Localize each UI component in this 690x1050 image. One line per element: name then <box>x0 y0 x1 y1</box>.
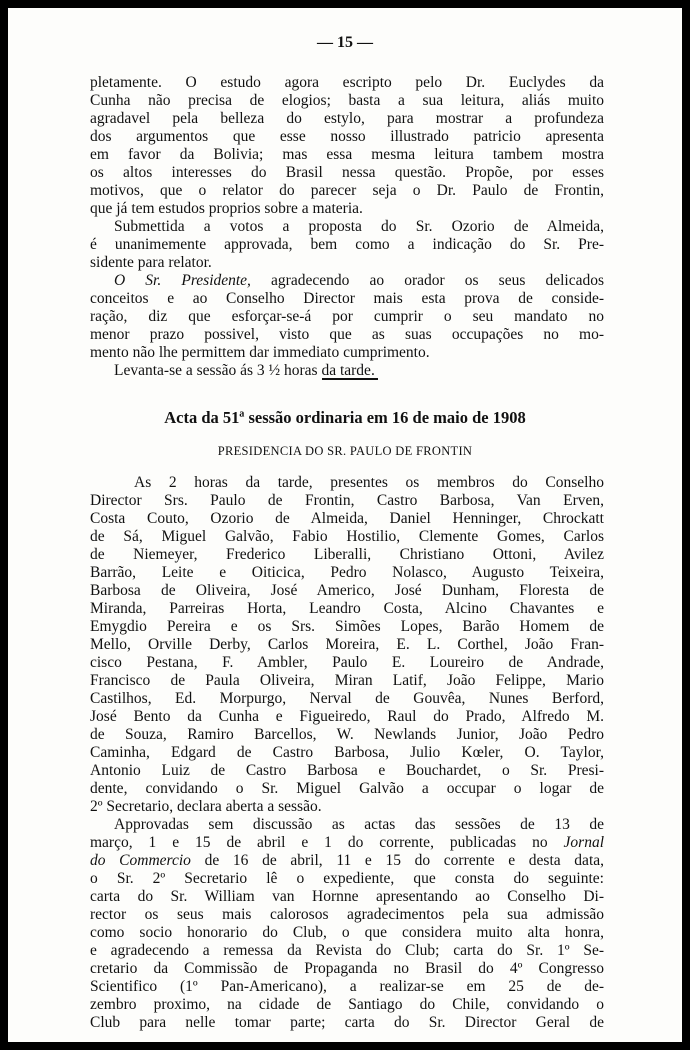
text-line: menor prazo possivel, visto que as suas occupações no mo- <box>90 326 604 343</box>
text-line: agradavel pela belleza do estylo, para mostrar a profundeza <box>90 110 604 127</box>
text-line: Francisco de Paula Oliveira, Miran Latif, João Felippe, Mario <box>90 672 604 689</box>
text-fragment: agradecendo ao orador os seus delicados <box>271 272 604 289</box>
text-line: Costa Couto, Ozorio de Almeida, Daniel Henninger, Chrockatt <box>90 510 604 527</box>
text-line <box>90 272 604 290</box>
text-line: é unanimemente approvada, bem como a indicação do Sr. Pre- <box>90 236 604 253</box>
text-line: dos argumentos que esse nosso illustrado patricio apresenta <box>90 128 604 145</box>
text-line: Club para nelle tomar parte; carta do Sr. Director Geral de <box>90 1014 604 1031</box>
text-line: como socio honorario do Club, o que considera muito alta honra, <box>90 924 604 941</box>
text-line: Submettida a votos a proposta do Sr. Ozorio de Almeida, <box>114 218 604 235</box>
text-line: carta do Sr. William van Hornne apresentando ao Conselho Di- <box>90 888 604 905</box>
text-line: Approvadas sem discussão as actas das sessões de 13 de <box>114 816 604 833</box>
text-line: sidente para relator. <box>90 254 212 271</box>
text-line: rector os seus mais calorosos agradecimentos pela sua admissão <box>90 906 604 923</box>
text-line <box>90 834 604 852</box>
text-line: Castilhos, Ed. Morpurgo, Nerval de Gouvêa, Nunes Berford, <box>90 690 604 707</box>
text-line: José Bento da Cunha e Figueiredo, Raul do Prado, Alfredo M. <box>90 708 604 725</box>
text-line: pletamente. O estudo agora escripto pelo Dr. Euclydes da <box>90 74 604 91</box>
text-line: de Sá, Miguel Galvão, Fabio Hostilio, Clemente Gomes, Carlos <box>90 528 604 545</box>
italic-speaker: O Sr. Presidente, <box>114 272 251 289</box>
text-line: Director Srs. Paulo de Frontin, Castro Barbosa, Van Erven, <box>90 492 604 509</box>
section-divider <box>322 378 378 380</box>
text-line: 2º Secretario, declara aberta a sessão. <box>90 798 322 815</box>
minutes-subtitle: PRESIDENCIA DO SR. PAULO DE FRONTIN <box>217 444 473 458</box>
text-fragment: de 16 de abril, 11 e 15 do corrente e desta data, <box>204 852 604 869</box>
document-page <box>8 8 682 1042</box>
text-line: de Souza, Ramiro Barcellos, W. Newlands Junior, João Pedro <box>90 726 604 743</box>
text-line: Levanta-se a sessão ás 3 ½ horas da tarde. <box>114 362 375 379</box>
text-line: e agradecendo a remessa da Revista do Club; carta do Sr. 1º Se- <box>90 942 604 959</box>
text-line: cretario da Commissão de Propaganda no Brasil do 4º Congresso <box>90 960 604 977</box>
text-line: os altos interesses do Brasil nessa questão. Propõe, por esses <box>90 164 604 181</box>
text-line: o Sr. 2º Secretario lê o expediente, que consta do seguinte: <box>90 870 604 887</box>
text-line: conceitos e ao Conselho Director mais esta prova de conside- <box>90 290 604 307</box>
text-line: Miranda, Parreiras Horta, Leandro Costa, Alcino Chavantes e <box>90 600 604 617</box>
text-line: de Niemeyer, Frederico Liberalli, Christiano Ottoni, Avilez <box>90 546 604 563</box>
page-number: — 15 — <box>317 34 373 51</box>
text-line: Caminha, Edgard de Castro Barbosa, Julio Kœler, O. Taylor, <box>90 744 604 761</box>
text-fragment: março, 1 e 15 de abril e 1 do corrente, publicadas no <box>90 834 548 851</box>
text-line: dente, convidando o Sr. Miguel Galvão a occupar o logar de <box>90 780 604 797</box>
text-line: em favor da Bolivia; mas essa mesma leitura tambem mostra <box>90 146 604 163</box>
text-line: Barbosa de Oliveira, José Americo, José Dunham, Floresta de <box>90 582 604 599</box>
text-line: motivos, que o relator do parecer seja o Dr. Paulo de Frontin, <box>90 182 604 199</box>
text-line: cisco Pestana, F. Ambler, Paulo E. Loureiro de Andrade, <box>90 654 604 671</box>
text-line: Scientifico (1º Pan-Americano), a realizar-se em 25 de de- <box>90 978 604 995</box>
italic-journal-title: do Commercio <box>90 852 191 869</box>
text-line <box>90 852 604 870</box>
text-line: que já tem estudos proprios sobre a materia. <box>90 200 363 217</box>
text-line: Barrão, Leite e Oiticica, Pedro Nolasco, Augusto Teixeira, <box>90 564 604 581</box>
text-line: Antonio Luiz de Castro Barbosa e Bouchardet, o Sr. Presi- <box>90 762 604 779</box>
text-line: mento não lhe permittem dar immediato cumprimento. <box>90 344 430 361</box>
text-line: Mello, Orville Derby, Carlos Moreira, E. L. Corthel, João Fran- <box>90 636 604 653</box>
text-line: As 2 horas da tarde, presentes os membros do Conselho <box>134 474 604 491</box>
text-line: zembro proximo, na cidade de Santiago do Chile, convidando o <box>90 996 604 1013</box>
italic-journal-title: Jornal <box>563 834 604 851</box>
text-line: Emygdio Pereira e os Srs. Simões Lopes, Barão Homem de <box>90 618 604 635</box>
minutes-title: Acta da 51ª sessão ordinaria em 16 de maio de 1908 <box>164 408 526 427</box>
text-line: ração, diz que esforçar-se-á por cumprir o seu mandato no <box>90 308 604 325</box>
text-line: Cunha não precisa de elogios; basta a sua leitura, aliás muito <box>90 92 604 109</box>
